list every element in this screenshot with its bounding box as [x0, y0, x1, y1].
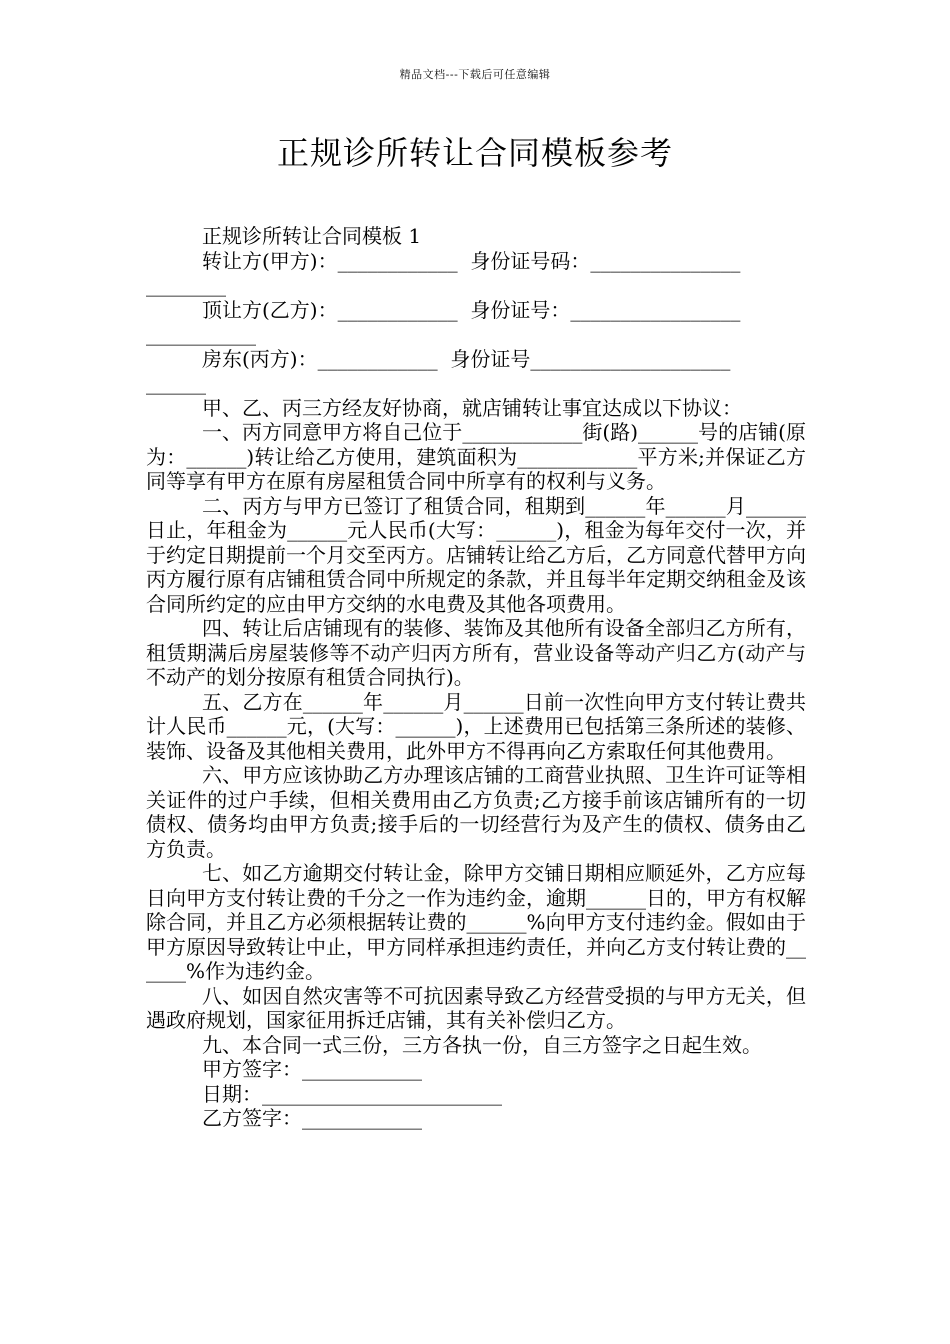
- clause-1: 一、丙方同意甲方将自己位于____________街(路)______号的店铺(原为：______)转让给乙方使用，建筑面积为____________平方米;并保证乙方同等享有甲方在原有房屋租赁合同中所享有的权利与义务。: [146, 420, 806, 493]
- transferor-line-continued: ________: [146, 273, 226, 297]
- party-a-signature: 甲方签字：____________: [202, 1057, 422, 1081]
- party-b-signature: 乙方签字：____________: [202, 1106, 422, 1130]
- contract-body: [146, 224, 806, 1131]
- clause-intro: 甲、乙、丙三方经友好协商，就店铺转让事宜达成以下协议：: [202, 395, 742, 420]
- landlord-line-continued: ______: [146, 371, 206, 395]
- signature-date: 日期：________________________: [202, 1081, 502, 1106]
- transferee-line: 顶让方(乙方)：____________ 身份证号：_________________: [202, 297, 741, 322]
- clause-9: 九、本合同一式三份，三方各执一份，自三方签字之日起生效。: [202, 1032, 762, 1057]
- transferor-line: 转让方(甲方)：____________ 身份证号码：_______________: [202, 248, 741, 273]
- page-header-note: 精品文档---下载后可任意编辑: [399, 68, 551, 81]
- clause-5: 五、乙方在______年______月______日前一次性向甲方支付转让费共计人民币______元，(大写：______)，上述费用已包括第三条所述的装修、装饰、设备及其他相关费用，此外甲方不得再向乙方索取任何其他费用。: [146, 689, 806, 763]
- clause-6: 六、甲方应该协助乙方办理该店铺的工商营业执照、卫生许可证等相关证件的过户手续，但相关费用由乙方负责;乙方接手前该店铺所有的一切债权、债务均由甲方负责;接手后的一切经营行为及产生的债权、债务由乙方负责。: [146, 763, 806, 861]
- clause-2: 二、丙方与甲方已签订了租赁合同，租期到______年______月______日止，年租金为______元人民币(大写：______)，租金为每年交付一次，并于约定日期提前一个月交至丙方。店铺转让给乙方后，乙方同意代替甲方向丙方履行原有店铺租赁合同中所规定的条款，并且每半年定期交纳租金及该合同所约定的应由甲方交纳的水电费及其他各项费用。: [146, 493, 806, 616]
- document-title: 正规诊所转让合同模板参考: [276, 134, 673, 172]
- clause-7: 七、如乙方逾期交付转让金，除甲方交铺日期相应顺延外，乙方应每日向甲方支付转让费的千分之一作为违约金，逾期______日的，甲方有权解除合同，并且乙方必须根据转让费的______%向甲方支付违约金。假如由于甲方原因导致转让中止，甲方同样承担违约责任，并向乙方支付转让费的______%作为违约金。: [146, 861, 806, 983]
- clause-8: 八、如因自然灾害等不可抗因素导致乙方经营受损的与甲方无关，但遇政府规划，国家征用拆迁店铺，其有关补偿归乙方。: [146, 983, 806, 1032]
- transferee-line-continued: ___________: [146, 322, 256, 346]
- contract-subtitle: 正规诊所转让合同模板 1: [202, 224, 422, 248]
- clause-4: 四、转让后店铺现有的装修、装饰及其他所有设备全部归乙方所有，租赁期满后房屋装修等不动产归丙方所有，营业设备等动产归乙方(动产与不动产的划分按原有租赁合同执行)。: [146, 616, 806, 689]
- landlord-line: 房东(丙方)：____________ 身份证号____________________: [202, 346, 731, 371]
